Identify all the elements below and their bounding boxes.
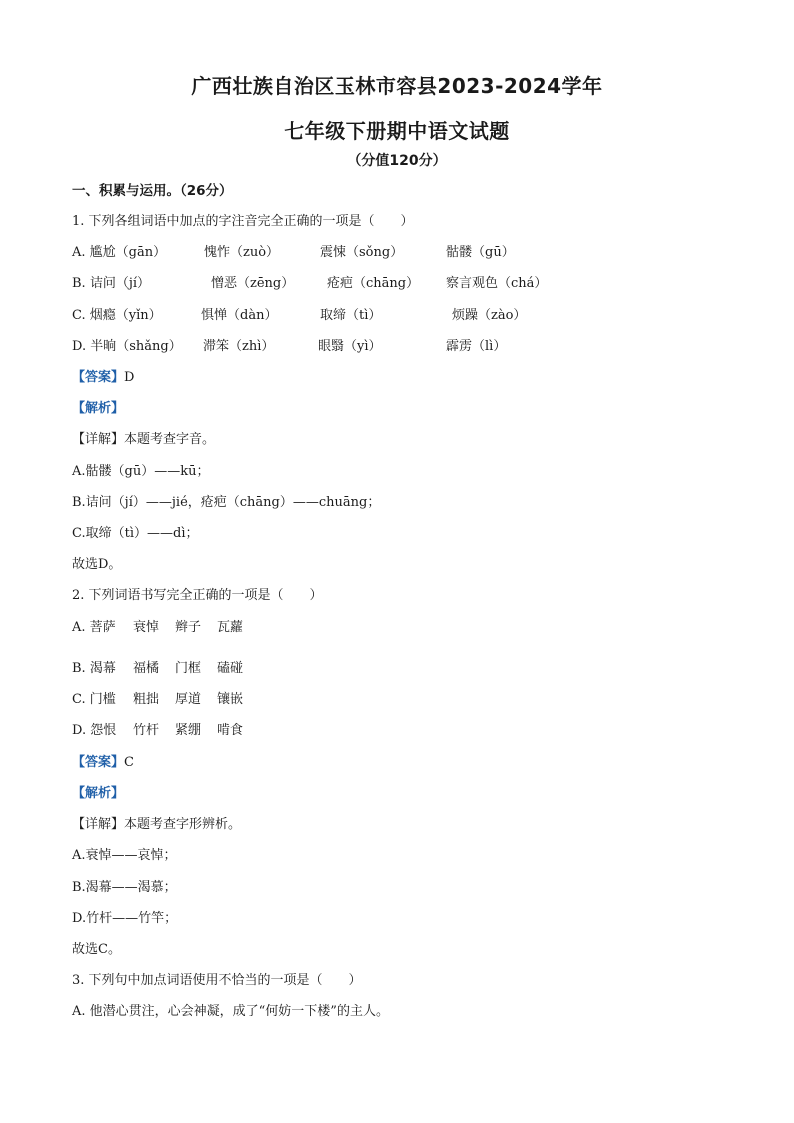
- question-1-stem: 1. 下列各组词语中加点的字注音完全正确的一项是（ ）: [72, 214, 414, 229]
- question-1-note: A.骷髅（gū）——kū；: [72, 464, 210, 479]
- answer-value: D: [124, 370, 135, 385]
- score-note: （分值120分）: [347, 153, 447, 169]
- question-3-option-a: A. 他潜心贯注，心会神凝，成了“何妨一下楼”的主人。: [72, 1004, 389, 1019]
- answer-tag: 【答案】: [72, 370, 125, 385]
- question-2-conclusion: 故选C。: [72, 942, 121, 957]
- question-1-note: C.取缔（tì）——dì；: [72, 526, 199, 541]
- section-heading: 一、积累与运用。（26分）: [72, 183, 233, 199]
- detail-text: 本题考查字音。: [124, 432, 216, 447]
- exam-title-line1: 广西壮族自治区玉林市容县2023-2024学年: [191, 74, 603, 98]
- detail-tag: 【详解】: [72, 817, 125, 832]
- answer-value: C: [124, 755, 134, 770]
- question-1-detail: [72, 431, 215, 449]
- question-1-conclusion: 故选D。: [72, 557, 122, 572]
- question-1-note: B.诘问（jí）——jié，疮疤（chāng）——chuāng；: [72, 495, 381, 510]
- analysis-tag: 【解析】: [72, 401, 125, 416]
- question-2-note: B.渴幕——渴慕；: [72, 880, 177, 895]
- answer-tag: 【答案】: [72, 755, 125, 770]
- question-2-stem: 2. 下列词语书写完全正确的一项是（ ）: [72, 588, 323, 603]
- question-2-answer: [72, 754, 134, 772]
- question-2-detail: [72, 816, 241, 834]
- question-2-analysis: [72, 785, 124, 803]
- question-1-answer: [72, 369, 134, 387]
- detail-tag: 【详解】: [72, 432, 125, 447]
- detail-text: 本题考查字形辨析。: [124, 817, 242, 832]
- exam-title-line2: 七年级下册期中语文试题: [284, 119, 510, 143]
- exam-page: 广西壮族自治区玉林市容县2023-2024学年 七年级下册期中语文试题 （分值120分） 一、积累与运用。（26分） 1. 下列各组词语中加点的字注音完全正确的一项是（ ） A. 尴尬（gān） 愧怍（zuò） 震悚（sǒng） 骷髅（gū） B. 诘问（jí） 憎恶（zēng） 疮疤（chāng） 察言观色（chá） C. 烟瘾（yǐn） 惧惮（dàn） 取缔（tì） 烦躁（zào） D. 半晌（shǎng） 滞笨（zhì） 眼翳（yì） 霹雳（lì） 【答案】D 【解析】 【详解】本题考查字音。 A.骷髅（gū）——kū； B.诘问（jí）——jié，疮疤（chāng）——chuāng； C.取缔（tì）——dì； 故选D。 2. 下列词语书写完全正确的一项是（ ） A. 菩萨 衰悼 辫子 瓦蘿 B. 渴幕 福橘 门框 磕碰 C. 门槛 粗拙 厚道 镶嵌 D. 怨恨 竹杆 紧绷 啃食 【答案】C 【解析】 【详解】本题考查字形辨析。 A.衰悼——哀悼； B.渴幕——渴慕； D.竹杆——竹竿； 故选C。 3. 下列句中加点词语使用不恰当的一项是（ ） A. 他潜心贯注，心会神凝，成了“何妨一下楼”的主人。: [0, 0, 794, 1123]
- question-3-stem: 3. 下列句中加点词语使用不恰当的一项是（ ）: [72, 973, 362, 988]
- question-1-analysis: [72, 400, 124, 418]
- analysis-tag: 【解析】: [72, 786, 125, 801]
- question-2-note: A.衰悼——哀悼；: [72, 848, 177, 863]
- question-2-note: D.竹杆——竹竿；: [72, 911, 178, 926]
